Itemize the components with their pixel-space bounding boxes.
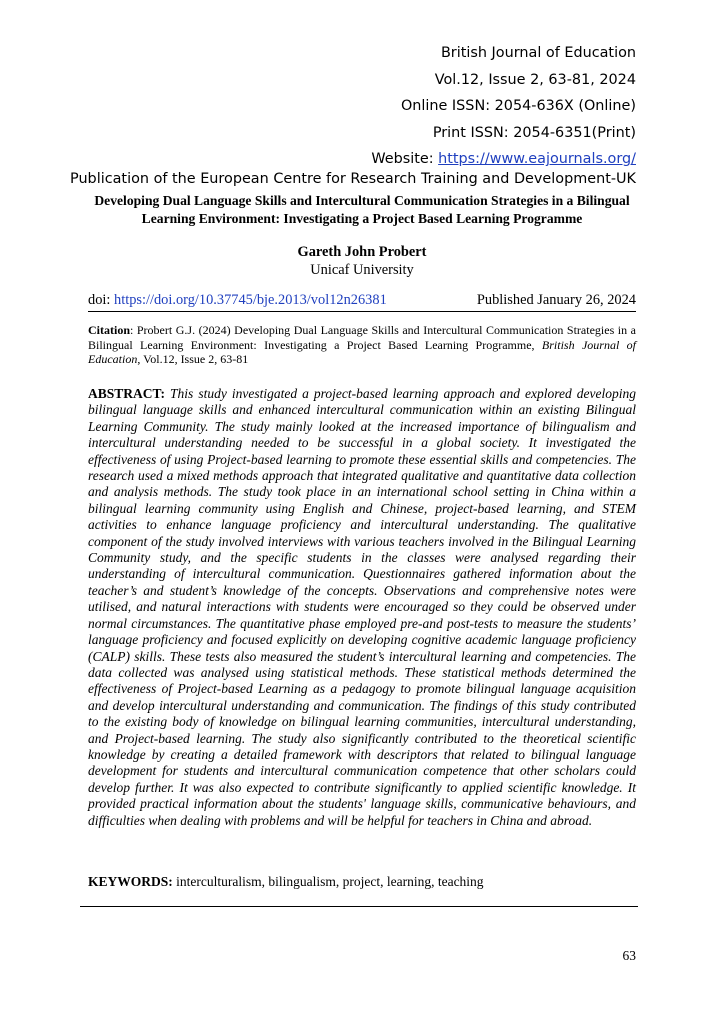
citation-volume: , Vol.12, Issue 2, 63-81 bbox=[137, 352, 249, 366]
keywords-text: interculturalism, bilingualism, project, learning, teaching bbox=[172, 874, 484, 889]
publisher-line: Publication of the European Centre for Research Training and Development-UK bbox=[66, 171, 636, 187]
author-name: Gareth John Probert bbox=[297, 244, 427, 260]
citation-label: Citation bbox=[88, 323, 130, 337]
footer-rule bbox=[80, 906, 638, 907]
doi-label: doi: bbox=[88, 292, 114, 308]
abstract-label: ABSTRACT: bbox=[88, 386, 166, 401]
keywords bbox=[88, 873, 636, 890]
journal-header bbox=[371, 40, 636, 173]
journal-name: British Journal of Education bbox=[440, 45, 636, 61]
citation-text: : Probert G.J. (2024) Developing Dual Language Skills and Intercultural Communication Strategies in a Bilingual Learning Environment: Investigating a Project Based Learning Programme, bbox=[88, 323, 636, 352]
doi-row bbox=[88, 291, 636, 312]
citation bbox=[88, 323, 636, 367]
keywords-label: KEYWORDS: bbox=[88, 874, 173, 889]
abstract-text: This study investigated a project-based learning approach and explored developing bilingual language skills and enhanced intercultural communication within an existing Bilingual Learning Community. The study mainly looked at the increased importance of bilingualism and intercultural understanding needed to be successful in a global society. It investigated the effectiveness of using Project-based learning to promote these essential skills and competencies. The research used a mixed methods approach that integrated qualitative and quantitative data collection and analysis methods. The study took place in an international school setting in China within a bilingual learning community using English and Chinese, project-based learning, and STEM activities to enhance language proficiency and intercultural understanding. The qualitative component of the study involved interviews with various teachers involved in the Bilingual Learning Community study, and the specific students in the classes were analysed regarding their understanding of intercultural communication. Questionnaires gathered information about the teacher’s and student’s knowledge of the concepts. Observations and comprehensive notes were utilised, and natural interactions with students were encouraged so they could be observed under normal circumstances. The quantitative phase employed pre-and post-tests to measure the students’ language proficiency and focused explicitly on developing cognitive academic language proficiency (CALP) skills. These tests also measured the student’s intercultural learning and competencies. The data collected was analysed using statistical methods. These statistical methods determined the effectiveness of Project-based Learning as a pedagogy to promote bilingual language acquisition and develop intercultural understanding and communication. The findings of this study contributed to the existing body of knowledge on bilingual learning communities, intercultural understanding, and Project-based learning. The study also significantly contributed to the theoretical scientific knowledge by creating a detailed framework with descriptors that related to bilingual language development for students and intercultural communication competence that other scholars could develop further. It was also expected to contribute significantly to applied scientific knowledge. It provided practical information about the students' language skills, communicative behaviours, and difficulties when dealing with problems and will be helpful for teachers in China and abroad. bbox=[88, 386, 636, 828]
abstract bbox=[88, 386, 636, 829]
citation-journal: British Journal of Education bbox=[88, 337, 637, 366]
author-affiliation: Unicaf University bbox=[310, 262, 414, 278]
author-block bbox=[88, 243, 636, 279]
article-title: Developing Dual Language Skills and Intercultural Communication Strategies in a Bilingual Learning Environment: Investigating a Project Based Learning Programme bbox=[94, 193, 630, 226]
journal-volume: Vol.12, Issue 2, 63-81, 2024 bbox=[434, 71, 636, 88]
doi-link[interactable]: https://doi.org/10.37745/bje.2013/vol12n26381 bbox=[114, 292, 387, 308]
print-issn: Print ISSN: 2054-6351(Print) bbox=[432, 124, 636, 141]
online-issn: Online ISSN: 2054-636X (Online) bbox=[400, 98, 636, 115]
website-label: Website: bbox=[371, 151, 439, 168]
published-date: Published January 26, 2024 bbox=[476, 292, 636, 308]
website-link[interactable]: https://www.eajournals.org/ bbox=[438, 151, 636, 168]
website-line bbox=[371, 146, 636, 173]
page-number: 63 bbox=[622, 948, 636, 963]
